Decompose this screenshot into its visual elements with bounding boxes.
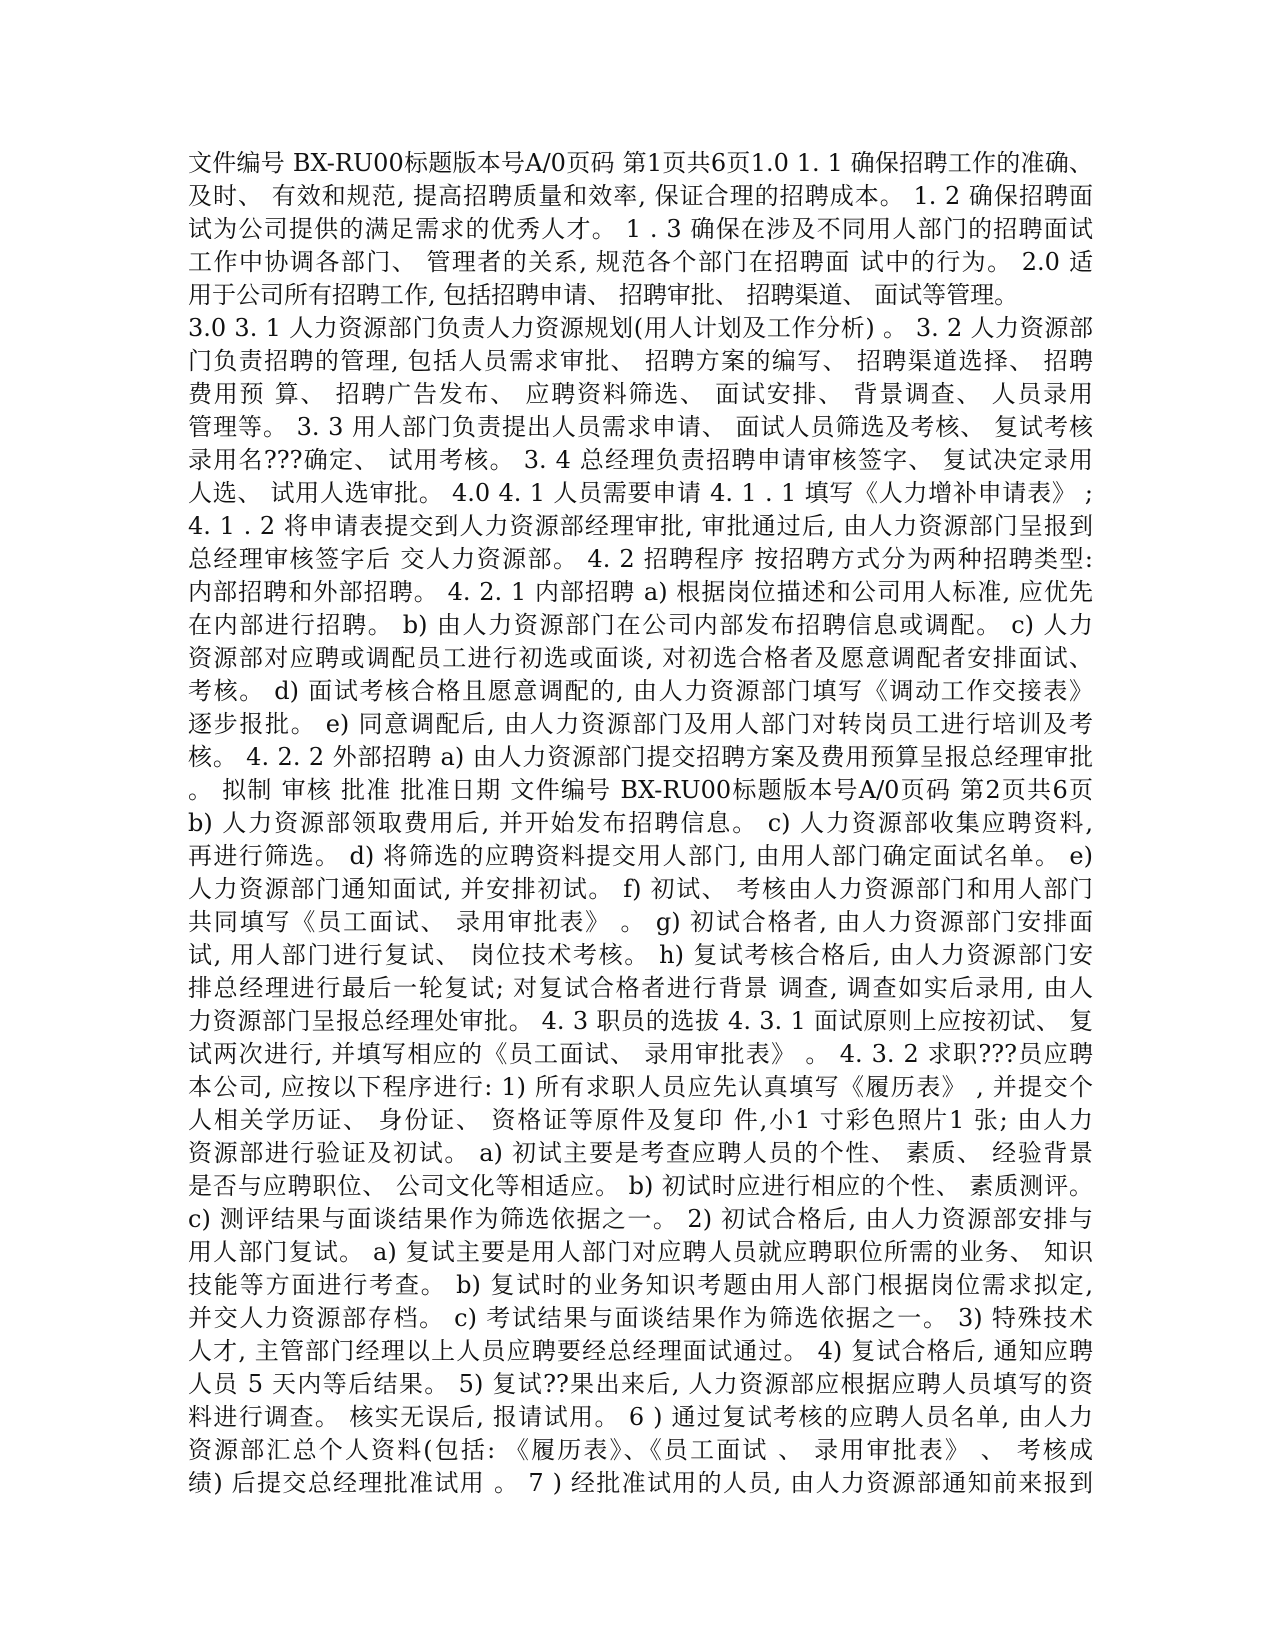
document-text-line: 试为公司提供的满足需求的优秀人才。 1 . 3 确保在涉及不同用人部门的招聘面试: [188, 215, 1093, 243]
document-text-line: 人力资源部门通知面试, 并安排初试。 f) 初试、 考核由人力资源部门和用人部门: [188, 875, 1093, 903]
document-text-line: 内部招聘和外部招聘。 4. 2. 1 内部招聘 a) 根据岗位描述和公司用人标准, 应优先: [188, 578, 1093, 606]
document-text-line: 本公司, 应按以下程序进行: 1) 所有求职人员应先认真填写《履历表》 , 并提交个: [188, 1073, 1093, 1101]
document-text-line: 4. 1 . 2 将申请表提交到人力资源部经理审批, 审批通过后, 由人力资源部门呈报到: [188, 512, 1093, 540]
document-text-line: b) 人力资源部领取费用后, 并开始发布招聘信息。 c) 人力资源部收集应聘资料,: [188, 809, 1093, 837]
document-text-line: 人相关学历证、 身份证、 资格证等原件及复印 件,小1 寸彩色照片1 张; 由人力: [188, 1106, 1093, 1134]
document-text-line: 3.0 3. 1 人力资源部门负责人力资源规划(用人计划及工作分析) 。 3. 2 人力资源部: [188, 314, 1093, 342]
document-text-line: 。 拟制 审核 批准 批准日期 文件编号 BX-RU00标题版本号A/0页码 第2页共6页: [188, 776, 1093, 804]
document-text-line: 是否与应聘职位、 公司文化等相适应。 b) 初试时应进行相应的个性、 素质测评。: [188, 1172, 1093, 1200]
document-text-line: 资源部进行验证及初试。 a) 初试主要是考查应聘人员的个性、 素质、 经验背景: [188, 1139, 1093, 1167]
document-text-line: 人才, 主管部门经理以上人员应聘要经总经理面试通过。 4) 复试合格后, 通知应聘: [188, 1337, 1093, 1365]
document-text-line: 试, 用人部门进行复试、 岗位技术考核。 h) 复试考核合格后, 由人力资源部门安: [188, 941, 1093, 969]
document-text-line: 技能等方面进行考查。 b) 复试时的业务知识考题由用人部门根据岗位需求拟定,: [188, 1271, 1093, 1299]
document-text-line: 逐步报批。 e) 同意调配后, 由人力资源部门及用人部门对转岗员工进行培训及考: [188, 710, 1093, 738]
document-text-line: c) 测评结果与面谈结果作为筛选依据之一。 2) 初试合格后, 由人力资源部安排与: [188, 1205, 1093, 1233]
document-text-line: 试两次进行, 并填写相应的《员工面试、 录用审批表》 。 4. 3. 2 求职???员应聘: [188, 1040, 1093, 1068]
document-text-line: 人员 5 天内等后结果。 5) 复试??果出来后, 人力资源部应根据应聘人员填写的资: [188, 1370, 1093, 1398]
document-text-line: 文件编号 BX-RU00标题版本号A/0页码 第1页共6页1.0 1. 1 确保招聘工作的准确、: [188, 149, 1093, 177]
document-text-line: 再进行筛选。 d) 将筛选的应聘资料提交用人部门, 由用人部门确定面试名单。 e): [188, 842, 1093, 870]
document-text-line: 用人部门复试。 a) 复试主要是用人部门对应聘人员就应聘职位所需的业务、 知识: [188, 1238, 1093, 1266]
document-text-line: 考核。 d) 面试考核合格且愿意调配的, 由人力资源部门填写《调动工作交接表》: [188, 677, 1093, 705]
document-text-line: 费用预 算、 招聘广告发布、 应聘资料筛选、 面试安排、 背景调查、 人员录用: [188, 380, 1093, 408]
document-text-line: 录用名???确定、 试用考核。 3. 4 总经理负责招聘申请审核签字、 复试决定录用: [188, 446, 1093, 474]
document-text-line: 料进行调查。 核实无误后, 报请试用。 6 ) 通过复试考核的应聘人员名单, 由人力: [188, 1403, 1093, 1431]
document-text-line: 门负责招聘的管理, 包括人员需求审批、 招聘方案的编写、 招聘渠道选择、 招聘: [188, 347, 1093, 375]
document-text-line: 管理等。 3. 3 用人部门负责提出人员需求申请、 面试人员筛选及考核、 复试考核: [188, 413, 1093, 441]
document-text-line: 绩) 后提交总经理批准试用 。 7 ) 经批准试用的人员, 由人力资源部通知前来报到: [188, 1469, 1093, 1497]
document-text-line: 资源部汇总个人资料(包括: 《履历表》、《员工面试 、 录用审批表》 、 考核成: [188, 1436, 1093, 1464]
document-text-line: 总经理审核签字后 交人力资源部。 4. 2 招聘程序 按招聘方式分为两种招聘类型:: [188, 545, 1093, 573]
document-text-line: 及时、 有效和规范, 提高招聘质量和效率, 保证合理的招聘成本。 1. 2 确保招聘面: [188, 182, 1093, 210]
document-text-line: 力资源部门呈报总经理处审批。 4. 3 职员的选拔 4. 3. 1 面试原则上应按初试、 复: [188, 1007, 1093, 1035]
document-text-line: 资源部对应聘或调配员工进行初选或面谈, 对初选合格者及愿意调配者安排面试、: [188, 644, 1093, 672]
document-text-line: 在内部进行招聘。 b) 由人力资源部门在公司内部发布招聘信息或调配。 c) 人力: [188, 611, 1093, 639]
document-text-line: 人选、 试用人选审批。 4.0 4. 1 人员需要申请 4. 1 . 1 填写《人力增补申请表》 ;: [188, 479, 1093, 507]
document-text-line: 排总经理进行最后一轮复试; 对复试合格者进行背景 调查, 调查如实后录用, 由人: [188, 974, 1093, 1002]
document-text-line: 核。 4. 2. 2 外部招聘 a) 由人力资源部门提交招聘方案及费用预算呈报总经理审批: [188, 743, 1093, 771]
document-body-text: [188, 147, 1093, 1500]
document-text-line: 共同填写《员工面试、 录用审批表》 。 g) 初试合格者, 由人力资源部门安排面: [188, 908, 1093, 936]
document-text-line: 并交人力资源部存档。 c) 考试结果与面谈结果作为筛选依据之一。 3) 特殊技术: [188, 1304, 1093, 1332]
document-text-line: 用于公司所有招聘工作, 包括招聘申请、 招聘审批、 招聘渠道、 面试等管理。: [188, 281, 1019, 309]
document-text-line: 工作中协调各部门、 管理者的关系, 规范各个部门在招聘面 试中的行为。 2.0 适: [188, 248, 1093, 276]
